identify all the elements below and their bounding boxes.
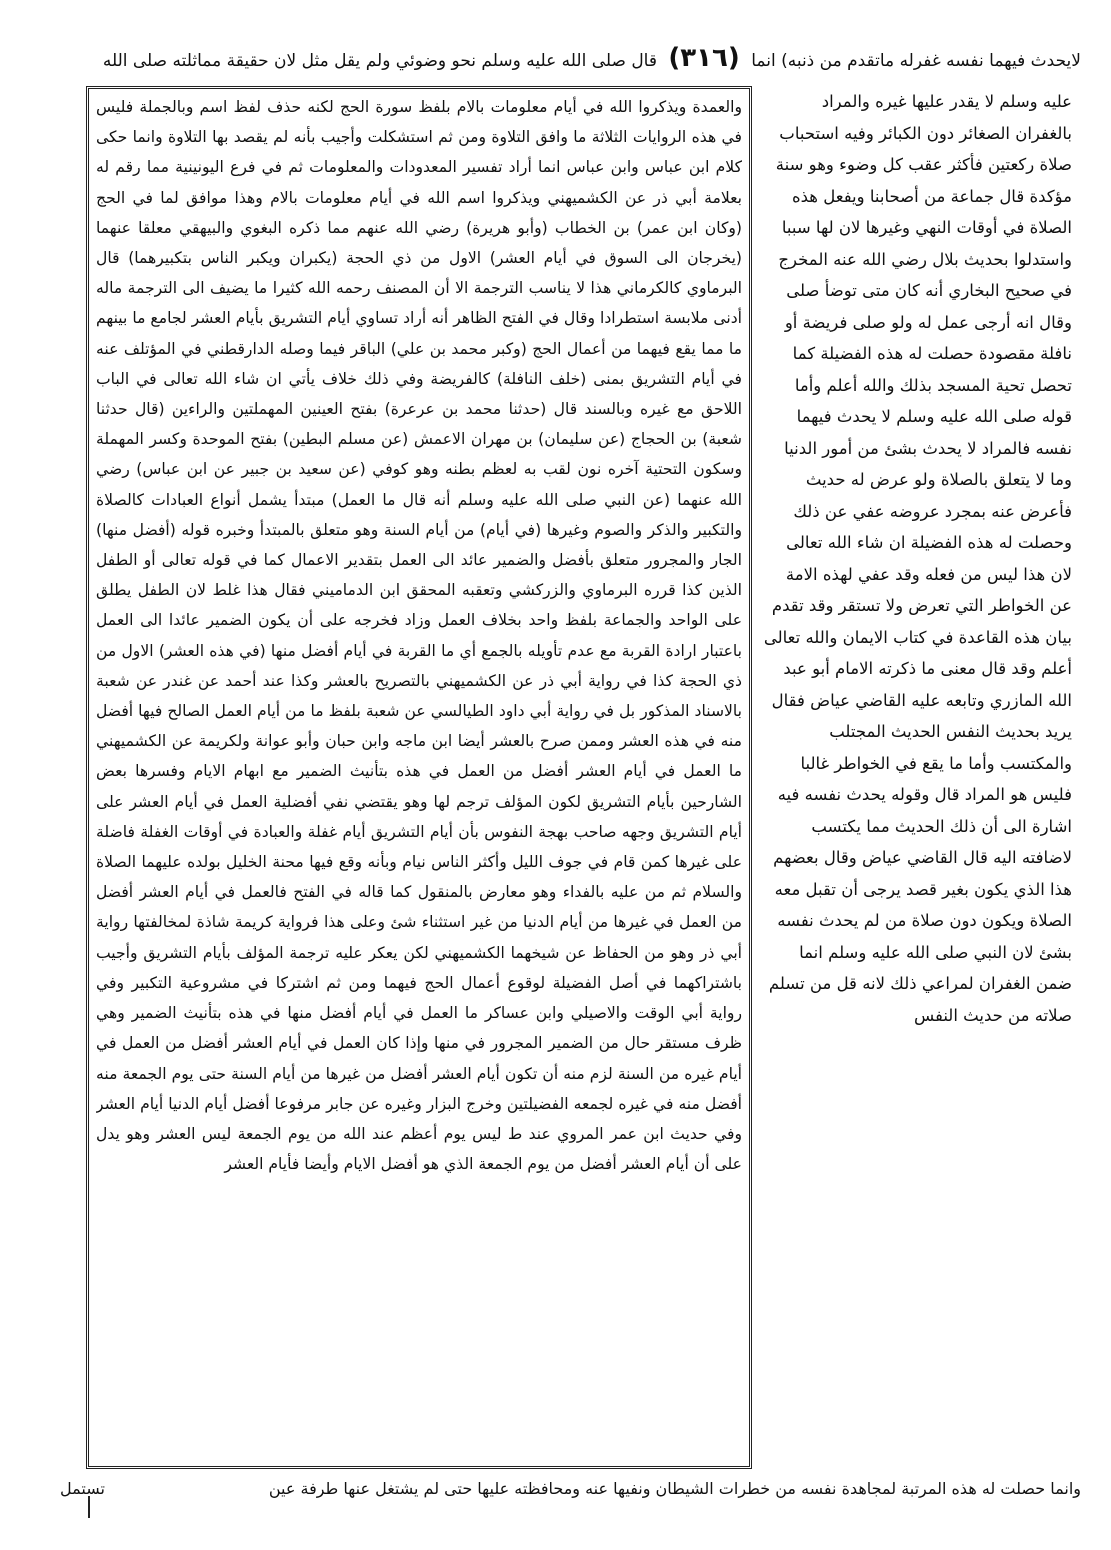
footer-text: وانما حصلت له هذه المرتبة لمجاهدة نفسه من خطرات الشيطان ونفيها عنه ومحافظته عليها حتى لم يشتغل عنها طرفة عين bbox=[268, 1479, 1081, 1498]
page-header bbox=[40, 40, 1081, 76]
header-left-text: قال صلى الله عليه وسلم نحو وضوئي ولم يقل مثل لان حقيقة مماثلته صلى الله bbox=[102, 51, 657, 71]
header-right-text: لايحدث فيهما نفسه غفرله ماتقدم من ذنبه) انما bbox=[751, 51, 1081, 71]
margin-commentary-column bbox=[760, 86, 1072, 1469]
margin-rule-mark bbox=[88, 1496, 100, 1518]
page-footer bbox=[60, 1472, 1081, 1506]
catchword: تستمل bbox=[60, 1479, 105, 1498]
main-text-paragraph: والعمدة ويذكروا الله في أيام معلومات بالام بلفظ سورة الحج لكنه حذف لفظ اسم وبالجملة فليس في هذه الروايات الثلاثة ما وافق التلاوة ومن ثم استشكلت وأجيب بأنه لم يقصد بها التلاوة وانما حكى كلام ابن عباس وابن عباس انما أراد تفسير المعدودات والمعلومات ثم في فرع اليونينية مما رقم له بعلامة أبي ذر عن الكشميهني ويذكروا اسم الله في أيام معلومات بالام وهذا موافق لما في الحج (وكان ابن عمر) بن الخطاب (وأبو هريرة) رضي الله عنهم مما ذكره البغوي والبيهقي معلقا عنهما (يخرجان الى السوق في أيام العشر) الاول من ذي الحجة (يكبران ويكبر الناس بتكبيرهما) قال البرماوي كالكرماني هذا لا يناسب الترجمة الا أن المصنف رحمه الله كثيرا ما يضيف الى الترجمة ماله أدنى ملابسة استطرادا وقال في الفتح الظاهر أنه أراد تساوي أيام التشريق بأيام العشر لجامع ما بينهم ما مما يقع فيهما من أعمال الحج (وكبر محمد بن علي) الباقر فيما وصله الدارقطني في المؤتلف عنه في أيام التشريق بمنى (خلف النافلة) كالفريضة وفي ذلك خلاف يأتي ان شاء الله تعالى في الباب اللاحق مع غيره وبالسند قال (حدثنا محمد بن عرعرة) بفتح العينين المهملتين والراءين (قال حدثنا شعبة) بن الحجاج (عن سليمان) بن مهران الاعمش (عن مسلم البطين) بفتح الموحدة وكسر المهملة وسكون التحتية آخره نون لقب به لعظم بطنه وهو كوفي (عن سعيد بن جبير عن ابن عباس) رضي الله عنهما (عن النبي صلى الله عليه وسلم أنه قال ما العمل) مبتدأ يشمل أنواع العبادات كالصلاة والتكبير والذكر والصوم وغيرها (في أيام) من أيام السنة وهو متعلق بالمبتدأ وخبره قوله (أفضل منها) الجار والمجرور متعلق بأفضل والضمير عائد الى العمل بتقدير الاعمال كما في قوله تعالى أو الطفل الذين كذا قرره البرماوي والزركشي وتعقبه المحقق ابن الدماميني فقال هذا غلط لان الطفل يطلق على الواحد والجماعة بلفظ واحد بخلاف العمل وزاد فخرجه على أن يكون الضمير عائدا الى العمل باعتبار ارادة القربة مع عدم تأويله بالجمع أي ما القربة في أيام أفضل منها (في هذه العشر) الاول من ذي الحجة كذا في رواية أبي ذر عن الكشميهني بالتصريح بالعشر وكذا عند أحمد عن غندر عن شعبة بالاسناد المذكور بل في رواية أبي داود الطيالسي عن شعبة بلفظ ما من أيام العمل الصالح فيها أفضل منه في هذه العشر وممن صرح بالعشر أيضا ابن ماجه وابن حبان وأبو عوانة ولكريمة عن الكشميهني ما العمل في أيام العشر أفضل من العمل في هذه بتأنيث الضمير مع ابهام الايام وفسرها بعض الشارحين بأيام التشريق لكون المؤلف ترجم لها وهو يقتضي نفي أفضلية العمل في أيام العشر على أيام التشريق وجهه صاحب بهجة النفوس بأن أيام التشريق أيام غفلة والعبادة في أوقات الغفلة فاضلة على غيرها كمن قام في جوف الليل وأكثر الناس نيام وبأنه وقع فيها محنة الخليل بولده عليهما الصلاة والسلام ثم من عليه بالفداء وهو معارض بالمنقول كما قاله في الفتح فالعمل في أيام العشر أفضل من العمل في غيرها من أيام الدنيا من غير استثناء شئ وعلى هذا فرواية كريمة شاذة لمخالفتها رواية أبي ذر وهو من الحفاظ عن شيخهما الكشميهني لكن يعكر عليه ترجمة المؤلف بأيام التشريق وأجيب باشتراكهما في أصل الفضيلة لوقوع أعمال الحج فيهما ومن ثم اشتركا في مشروعية التكبير وفي رواية أبي الوقت والاصيلي وابن عساكر ما العمل في أيام أفضل منها في هذه بتأنيث الضمير وهي ظرف مستقر حال من الضمير المجرور في منها وإذا كان العمل في أيام العشر أفضل من العمل في أيام غيره من السنة لزم منه أن تكون أيام العشر أفضل من غيرها من أيام السنة حتى يوم الجمعة منه أفضل منه في غيره لجمعه الفضيلتين وخرج البزار وغيره عن جابر مرفوعا أفضل أيام الدنيا أيام العشر وفي حديث ابن عمر المروي عند ط ليس يوم أعظم عند الله من يوم الجمعة ليس العشر وهو يدل على أن أيام العشر أفضل من يوم الجمعة الذي هو أفضل الايام وأيضا فأيام العشر bbox=[96, 98, 742, 1174]
page-number: (٣١٦) bbox=[668, 43, 740, 73]
margin-commentary-paragraph: عليه وسلم لا يقدر عليها غيره والمراد بالغفران الصغائر دون الكبائر وفيه استحباب صلاة ركعتين فأكثر عقب كل وضوء وهو سنة مؤكدة قال جماعة من أصحابنا ويفعل هذه الصلاة في أوقات النهي وغيرها لان لها سببا واستدلوا بحديث بلال رضي الله عنه المخرج في صحيح البخاري أنه كان متى توضأ صلى وقال انه أرجى عمل له ولو صلى فريضة أو نافلة مقصودة حصلت له هذه الفضيلة كما تحصل تحية المسجد بذلك والله أعلم وأما قوله صلى الله عليه وسلم لا يحدث فيهما نفسه فالمراد لا يحدث بشئ من أمور الدنيا وما لا يتعلق بالصلاة ولو عرض له حديث فأعرض عنه بمجرد عروضه عفي عن ذلك وحصلت له هذه الفضيلة ان شاء الله تعالى لان هذا ليس من فعله وقد عفي لهذه الامة عن الخواطر التي تعرض ولا تستقر وقد تقدم بيان هذه القاعدة في كتاب الايمان والله تعالى أعلم وقد قال معنى ما ذكرته الامام أبو عبد الله المازري وتابعه عليه القاضي عياض فقال يريد بحديث النفس الحديث المجتلب والمكتسب وأما ما يقع في الخواطر غالبا فليس هو المراد قال وقوله يحدث نفسه فيه اشارة الى أن ذلك الحديث مما يكتسب لاضافته اليه قال القاضي عياض وقال بعضهم هذا الذي يكون بغير قصد يرجى أن تقبل معه الصلاة ويكون دون صلاة من لم يحدث نفسه بشئ لان النبي صلى الله عليه وسلم انما ضمن الغفران لمراعي ذلك لانه قل من تسلم صلاته من حديث النفس bbox=[763, 92, 1072, 1025]
main-text-column bbox=[96, 92, 742, 1464]
